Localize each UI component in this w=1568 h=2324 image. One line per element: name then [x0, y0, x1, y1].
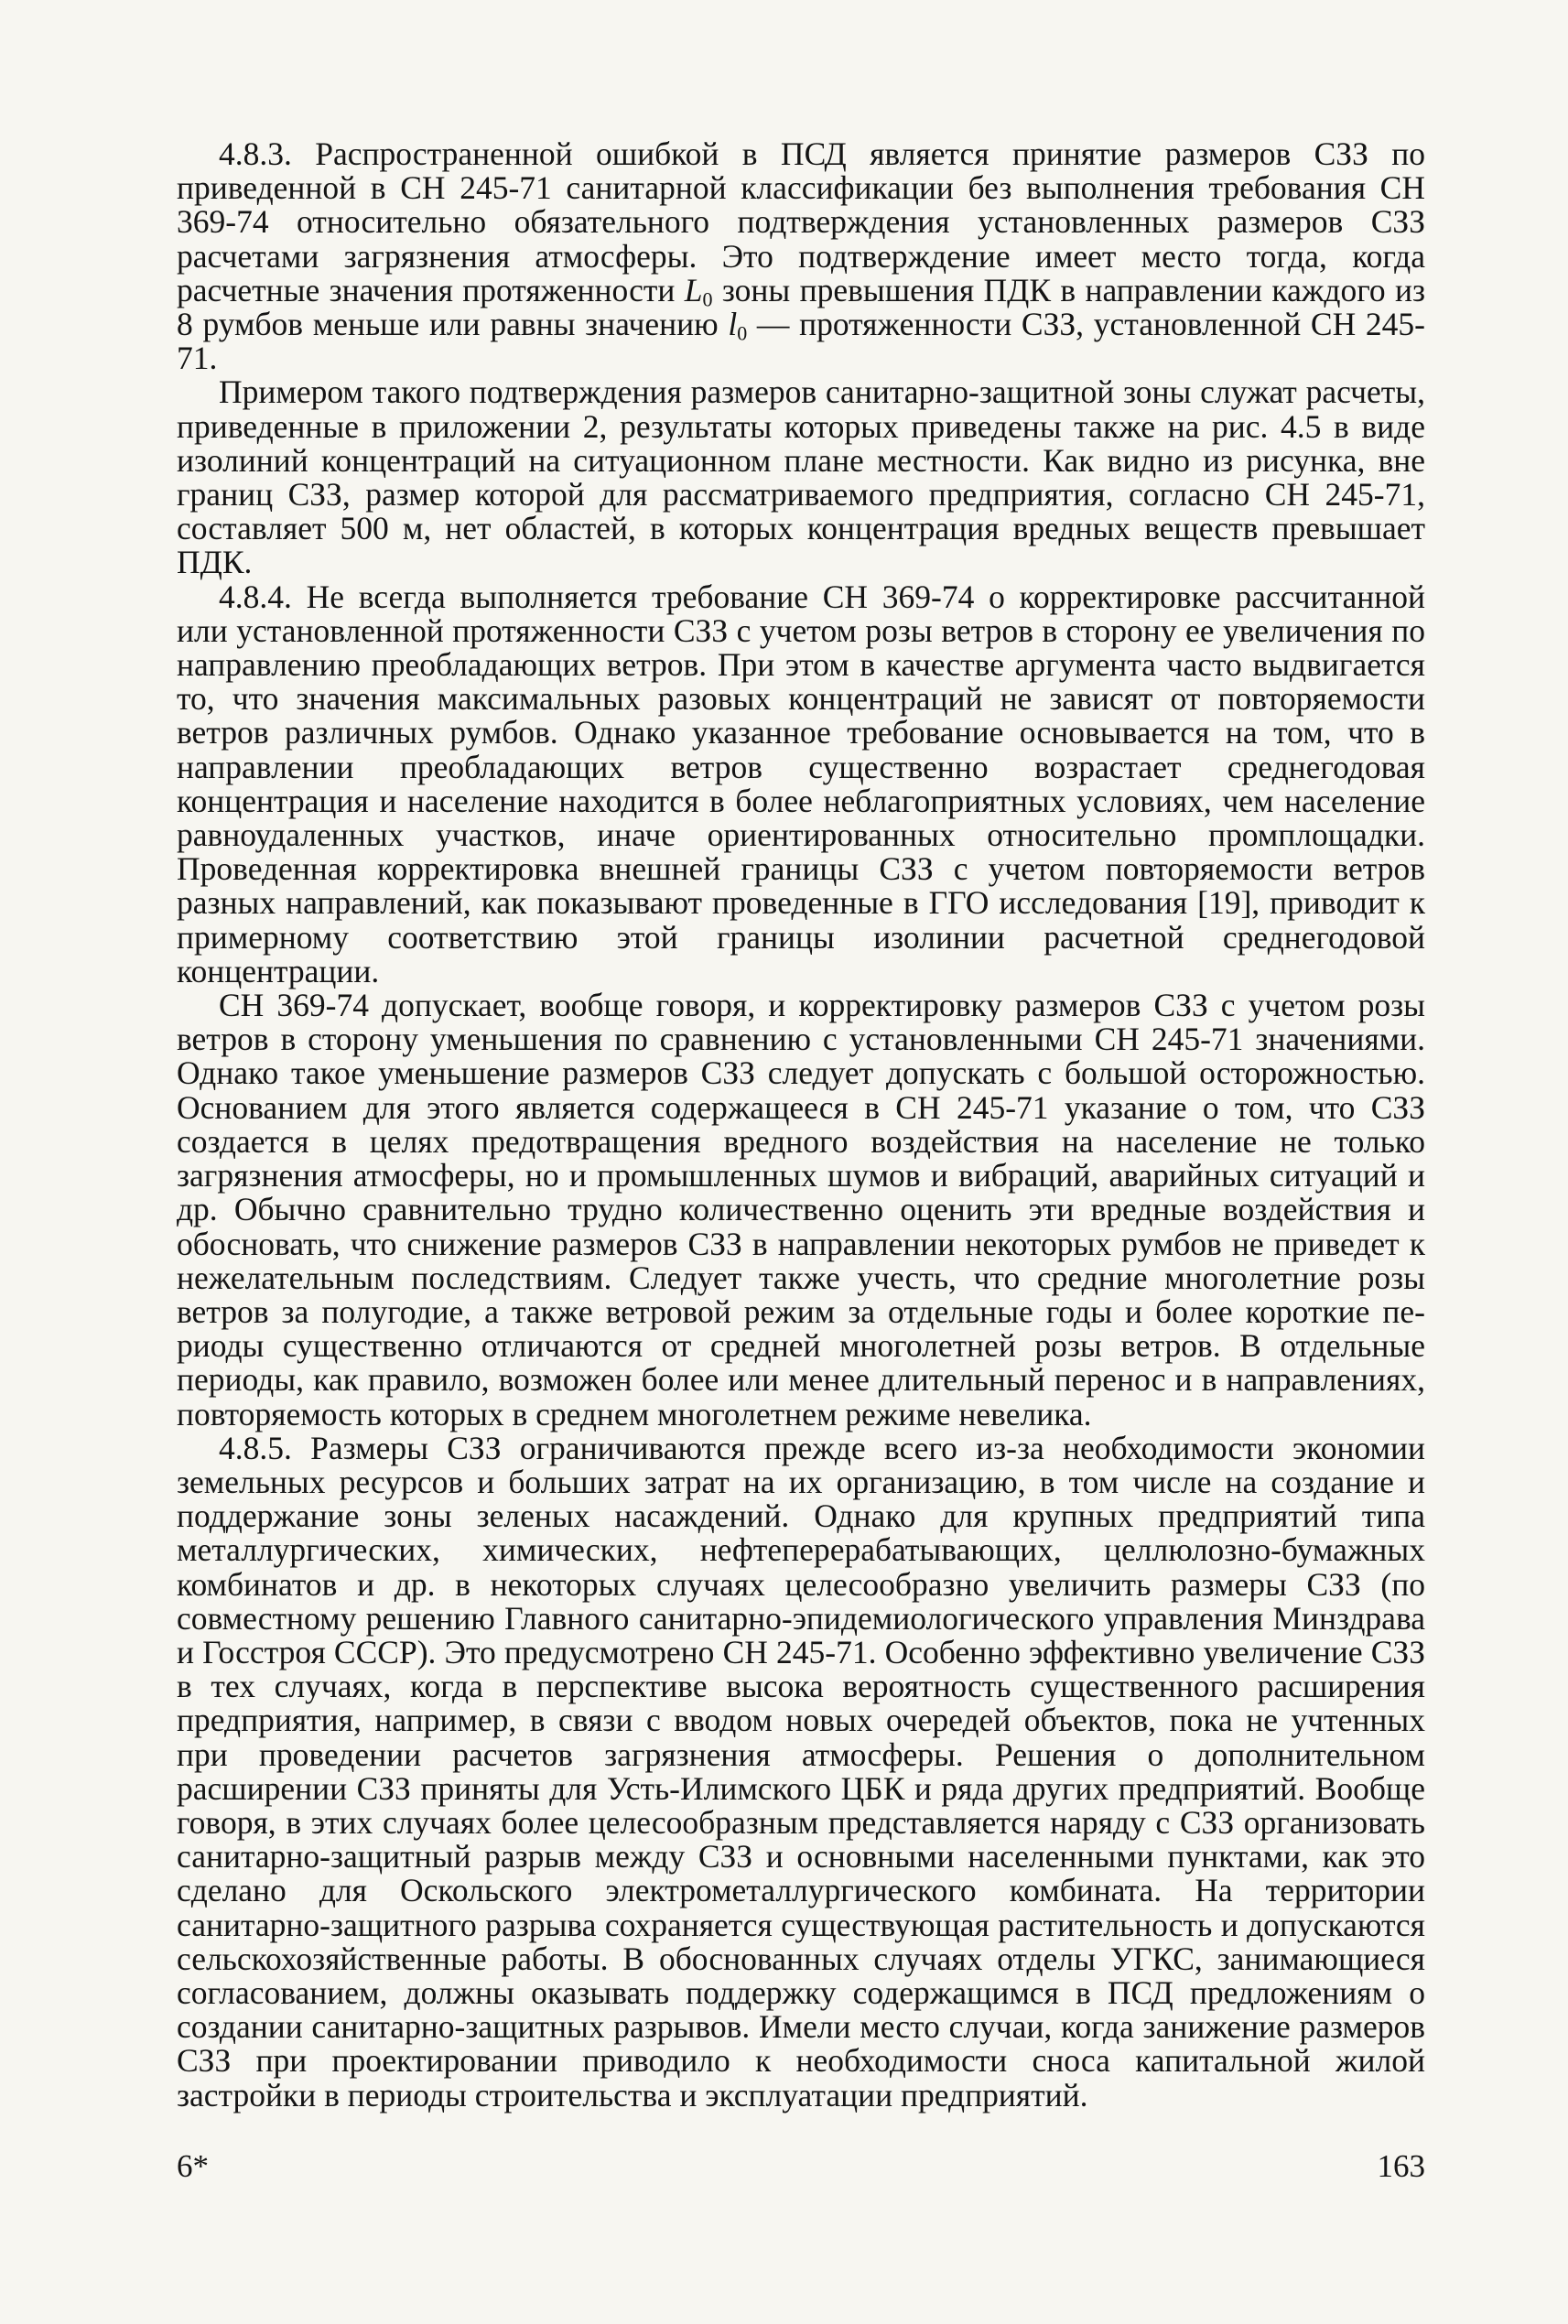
math-symbol: L: [684, 271, 703, 308]
signature-mark: 6*: [177, 2148, 209, 2184]
paragraph-example: [177, 375, 1425, 579]
page-number: 163: [1377, 2148, 1425, 2184]
paragraph-text: зоны превышения ПДК в направлении каждого из 8 румбов меньше или равны значению: [177, 271, 1425, 343]
page-body: [177, 137, 1425, 2113]
paragraph-text: 4.8.4. Не всегда выполняется требование СН 369-74 о корректировке рассчитанной или установленной протяженности СЗЗ с учетом розы ветров в сторону ее увеличения по направлению преобладающих ветров. При этом в качестве аргумента часто выдвигается то, что значения максимальных разовых концентраций не зависят от повторяемости ветров различных румбов. Однако указанное требование основывается на том, что в направлении преобладающих ветров существенно возрастает среднегодовая концентрация и население находится в более неблагоприятных условиях, чем население равноудаленных участков, иначе ориентированных относительно промплощадки. Проведенная корректировка внешней границы СЗЗ с учетом повторяемости ветров разных направлений, как показывают проведенные в ГГО исследования [19], приводит к примерному соответствию этой границы изолинии расчетной среднегодовой концентрации.: [177, 578, 1425, 989]
paragraph-text: СН 369-74 допускает, вообще говоря, и корректировку размеров СЗЗ с учетом розы ветров в сторону уменьшения по сравнению с установленными СН 245-71 значениями. Однако такое уменьшение размеров СЗЗ следует допускать с большой осторожностью. Основанием для этого является содержащееся в СН 245-71 указание о том, что СЗЗ создается в целях предотвращения вредного воздействия на население не только загрязнения атмосферы, но и промышленных шумов и вибраций, аварийных ситуаций и др. Обычно сравнительно трудно количественно оценить эти вредные воздействия и обосновать, что снижение размеров СЗЗ в направлении некоторых румбов не приведет к нежелательным последствиям. Следует также учесть, что средние многолетние розы ветров за полугодие, а также ветровой режим за отдельные годы и более короткие периоды существенно отличаются от средней многолетней розы ветров. В отдельные периоды, как правило, возможен более или менее длительный перенос и в направлениях, повторяемость которых в среднем многолетнем режиме невелика.: [177, 987, 1425, 1432]
paragraph-text: — протяженности СЗЗ, установленной СН 245-71.: [177, 306, 1425, 377]
paragraph-text: Примером такого подтверждения размеров санитарно-защитной зоны служат расчеты, приведенные в приложении 2, результаты которых приведены также на рис. 4.5 в виде изолиний концентраций на ситуационном плане местности. Как видно из рисунка, вне границ СЗЗ, размер которой для рассматриваемого предприятия, согласно СН 245-71, составляет 500 м, нет областей, в которых концентрация вредных веществ превышает ПДК.: [177, 373, 1425, 581]
page-footer: [177, 2148, 1425, 2194]
paragraph-4-8-4: [177, 580, 1425, 989]
paragraph-4-8-5: [177, 1429, 1425, 2113]
paragraph-text: 4.8.5. Размеры СЗЗ ограничиваются прежде всего из-за необходимости экономии земельных ресурсов и больших затрат на их организацию, в том числе на создание и поддержание зоны зеленых насаждений. Однако для крупных предприятий типа металлургических, химических, нефтеперерабатывающих, целлюлозно-бумажных комбинатов и др. в некоторых случаях целесообразно увеличить размеры СЗЗ (по совместному решению Главного санитарно-эпидемиологического управления Минздрава и Госстроя СССР). Это предусмотрено СН 245-71. Особенно эффективно увеличение СЗЗ в тех случаях, когда в перспективе высока вероятность существенного расширения предприятия, например, в связи с вводом новых очередей объектов, пока не учтенных при проведении расчетов загрязнения атмосферы. Решения о дополнительном расширении СЗЗ приняты для Усть-Илимского ЦБК и ряда других предприятий. Вообще говоря, в этих случаях более целесообразным представляется наряду с СЗЗ организовать санитарно-защитный разрыв между СЗЗ и основными населенными пунктами, как это сделано для Оскольского электрометаллургического комбината. На территории санитарно-защитного разрыва сохраняется существующая растительность и допускаются сельскохозяйственные работы. В обоснованных случаях отделы УГКС, занимающиеся согласованием, должны оказывать поддержку содержащимся в ПСД предложениям о создании санитарно-защитных разрывов. Имели место случаи, когда занижение размеров СЗЗ при проектировании приводило к необходимости сноса капитальной жилой застройки в периоды строительства и эксплуатации предприятий.: [177, 1429, 1425, 2113]
subscript: 0: [737, 321, 748, 345]
paragraph-text: 4.8.3. Распространенной ошибкой в ПСД является принятие размеров СЗЗ по приведенной в СН 245-71 санитарной классификации без выполнения требования СН 369-74 относительно обязательного подтверждения установленных размеров СЗЗ расчетами загрязнения атмосферы. Это подтверждение имеет место тогда, когда расчетные значения протяженности: [177, 135, 1425, 308]
paragraph-sn-369-74: [177, 989, 1425, 1432]
math-symbol: l: [728, 306, 738, 343]
subscript: 0: [702, 287, 713, 311]
paragraph-4-8-3: [177, 137, 1425, 375]
